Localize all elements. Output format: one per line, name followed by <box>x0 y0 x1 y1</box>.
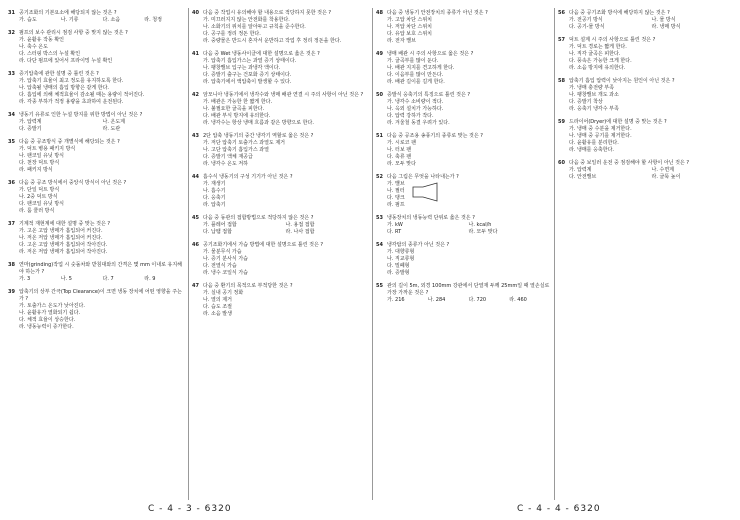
answer-option: 다. 이음부를 많이 만든다. <box>387 72 444 78</box>
answer-option: 나. 흡수기 <box>203 188 226 194</box>
answer-option: 라. 배관 길이를 길게 한다. <box>387 79 445 85</box>
question-item <box>8 71 186 106</box>
exam-column-1 <box>8 10 186 337</box>
question-stem <box>376 92 550 99</box>
column-divider <box>554 8 555 500</box>
question-item <box>192 242 368 277</box>
question-number: 34 <box>8 112 15 118</box>
answer-options <box>387 99 550 127</box>
answer-option: 가. 압축기 흡입가스는 과열 증기 상태이다. <box>203 58 297 64</box>
question-text: 압축기의 상부 간극(Top Clearance)이 크면 냉동 장치에 어떤 영향을 주는가 ? <box>19 289 182 302</box>
question-item <box>376 10 550 45</box>
answer-options <box>203 290 368 318</box>
question-stem <box>8 10 186 17</box>
question-stem <box>192 51 368 58</box>
answer-option: 나. 윤활유가 열화되기 쉽다. <box>19 310 81 316</box>
question-number: 40 <box>192 10 199 16</box>
answer-option: 다. 공기-물 방식 <box>569 24 605 30</box>
answer-option: 다. 풍속은 가능한 크게 한다. <box>569 58 632 64</box>
question-text: 다음 중 동관의 접합방법으로 적당하지 않은 것은 ? <box>203 215 314 221</box>
answer-option: 다. 증발기 착상 <box>569 99 603 105</box>
answer-option: 다. 증발기 출구는 건포화 증기 상태이다. <box>203 72 292 78</box>
answer-option: 가. 시로코 팬 <box>387 140 416 146</box>
question-stem <box>558 119 734 126</box>
question-item <box>376 174 550 209</box>
page-code-left: C - 4 - 3 - 6320 <box>148 504 232 514</box>
question-number: 51 <box>376 133 383 139</box>
answer-options <box>387 140 550 168</box>
answer-option: 다. 밀폐형 <box>387 263 410 269</box>
answer-options <box>387 17 550 45</box>
answer-option: 다. 압력 강하가 작다. <box>387 113 434 119</box>
question-number: 54 <box>376 242 383 248</box>
question-stem <box>8 71 186 78</box>
answer-option: 나. 5 <box>60 276 72 282</box>
question-item <box>8 289 186 331</box>
answer-option: 가. 고온 고압 냉매가 흡입되어 커진다. <box>19 228 103 234</box>
answer-option: 다. 응축기 <box>203 195 226 201</box>
question-stem <box>376 10 550 17</box>
question-stem <box>376 283 550 297</box>
answer-option: 가. 전공기 방식 <box>569 17 603 23</box>
question-stem <box>376 133 550 140</box>
question-text: 공기조화의 기본요소에 해당되지 않는 것은 ? <box>19 10 117 16</box>
question-stem <box>558 10 734 17</box>
answer-option: 나. 팬코일 유닛 방식 <box>19 153 64 159</box>
question-item <box>376 215 550 236</box>
column-divider <box>372 8 373 500</box>
answer-option: 나. 기류 <box>60 17 79 23</box>
question-item <box>376 133 550 168</box>
question-text: 관의 길이 5m, 외경 100mm 강관에서 단열재 두께 25mm일 때 열손실로 가장 가까운 것은 ? <box>387 283 550 296</box>
answer-option: 나. 온도계 <box>102 119 125 125</box>
question-number: 36 <box>8 180 15 186</box>
answer-option: 가. 압력계 <box>569 167 592 173</box>
question-stem <box>192 92 368 99</box>
question-text: 기계적 재현계에 대한 설명 중 맞는 것은 ? <box>19 221 111 227</box>
answer-option: 라. 모두 맞다 <box>387 161 416 167</box>
question-stem <box>376 51 550 58</box>
answer-option: 가. 재생기 <box>203 181 226 187</box>
answer-option: 라. 압축기 <box>203 202 226 208</box>
answer-option: 다. 흡입에 의해 체적효율이 감소될 때는 용량이 적어진다. <box>19 92 145 98</box>
answer-option: 라. 냉매 방식 <box>651 24 681 30</box>
question-stem <box>376 215 550 222</box>
question-text: 다음 중 보일러 운전 중 점검해야 할 사항이 아닌 것은 ? <box>569 160 689 166</box>
question-stem <box>8 221 186 228</box>
answer-option: 나. 배관 지지를 견고하게 한다. <box>387 65 455 71</box>
question-number: 47 <box>192 283 199 289</box>
question-item <box>8 262 186 283</box>
question-item <box>376 92 550 127</box>
answer-option: 나. 소화기의 위치를 알아두고 규칙을 준수한다. <box>203 24 306 30</box>
answer-option: 다. 안전밸브 <box>569 174 597 180</box>
question-item <box>192 174 368 209</box>
answer-option: 가. 토출가스 온도가 낮아진다. <box>19 303 85 309</box>
question-item <box>192 215 368 236</box>
question-number: 43 <box>192 133 199 139</box>
answer-option: 라. 냉각수는 항상 냉매 흐름과 같은 방향으로 한다. <box>203 120 314 126</box>
answer-option: 가. 밸브 <box>387 181 405 187</box>
answer-options <box>19 37 186 65</box>
question-text: 흡수식 냉동기의 구성 기기가 아닌 것은 ? <box>203 174 293 180</box>
question-text: 연마(grinding)작업 시 숫돌차와 받침대와의 간격은 몇 mm 이내로 유지해야 하는가 ? <box>19 262 182 275</box>
question-text: 2단 압축 냉동기의 중간 냉각기 역할로 옳은 것은 ? <box>203 133 314 139</box>
answer-option: 가. 냉매 중 수분을 제거한다. <box>569 126 632 132</box>
answer-option: 나. 냉매 중 공기를 제거한다. <box>569 133 632 139</box>
answer-option: 라. 소음 방지에 유의한다. <box>569 65 626 71</box>
question-stem <box>192 242 368 249</box>
answer-options <box>569 44 734 72</box>
question-text: 증발식 응축기의 특징으로 틀린 것은 ? <box>387 92 471 98</box>
answer-options <box>19 17 186 24</box>
answer-option: 라. 냉동능력이 증가한다. <box>19 324 74 330</box>
answer-options <box>569 85 734 113</box>
answer-option: 가. 실내 공기 정화 <box>203 290 244 296</box>
answer-options <box>203 222 368 236</box>
answer-option: 가. 플레어 접합 <box>203 222 237 228</box>
question-number: 52 <box>376 174 383 180</box>
exam-column-2 <box>192 10 368 324</box>
question-number: 39 <box>8 289 15 295</box>
question-number: 32 <box>8 30 15 36</box>
question-item <box>558 160 734 181</box>
question-text: 냉동기 유류로 인한 누설 방지를 위한 방법이 아닌 것은 ? <box>19 112 143 118</box>
question-item <box>558 37 734 72</box>
answer-option: 다. 축류 팬 <box>387 154 412 160</box>
question-stem <box>192 133 368 140</box>
question-item <box>558 78 734 113</box>
question-stem <box>8 139 186 146</box>
answer-option: 라. 증발형 <box>387 270 410 276</box>
answer-option: 나. 열의 제거 <box>203 297 232 303</box>
answer-option: 다. 탱크 <box>387 195 405 201</box>
question-text: 다음 중 작업시 유의해야 할 내용으로 적당하지 못한 것은 ? <box>203 10 332 16</box>
column-divider <box>188 8 189 500</box>
answer-option: 가. kW <box>387 222 403 228</box>
question-item <box>192 10 368 45</box>
answer-options <box>19 146 186 174</box>
answer-options <box>19 78 186 106</box>
answer-option: 라. 소음 발생 <box>203 311 232 317</box>
question-text: 암모니아 냉동기에서 냉각수와 냉매 배관 연결 시 주의 사항이 아닌 것은 ? <box>203 92 364 98</box>
fitting-symbol-figure <box>411 181 445 203</box>
answer-option: 나. 2중 덕트 방식 <box>19 194 58 200</box>
question-text: 다음 그림은 무엇을 나타내는가 ? <box>387 174 459 180</box>
question-stem <box>192 10 368 17</box>
answer-options <box>203 249 368 277</box>
question-item <box>192 283 368 318</box>
answer-option: 라. 다단 펌프에 있어서 프라이밍 누설 확인 <box>19 58 113 64</box>
answer-option: 나. 물 방식 <box>651 17 676 23</box>
answer-option: 나. 팽창밸브 입구는 과냉각 액이다. <box>203 65 281 71</box>
question-stem <box>8 112 186 119</box>
answer-option: 가. 습도 <box>19 17 37 23</box>
question-text: 덕트 설계 시 주의 사항으로 틀린 것은 ? <box>569 37 656 43</box>
question-number: 44 <box>192 174 199 180</box>
answer-option: 라. 압축기에서 액압축이 발생할 수 있다. <box>203 79 292 85</box>
question-text: 다음 중 공기조화 방식에 해당하지 않는 것은 ? <box>569 10 670 16</box>
question-item <box>376 242 550 277</box>
answer-options <box>569 126 734 154</box>
answer-option: 라. 9 <box>144 276 156 282</box>
answer-option: 나. 저압 차단 스위치 <box>387 24 432 30</box>
question-text: 다음 중 환기의 목적으로 부적당한 것은 ? <box>203 283 293 289</box>
question-item <box>558 10 734 31</box>
answer-option: 다. 유압 보호 스위치 <box>387 31 432 37</box>
question-text: 다음 중 공조 방식에서 중앙식 방식이 아닌 것은 ? <box>19 180 127 186</box>
answer-option: 나. 저온 저압 냉매가 흡입되어 커진다. <box>19 235 103 241</box>
question-number: 46 <box>192 242 199 248</box>
answer-option: 나. 직각 굴곡은 피한다. <box>569 51 621 57</box>
answer-option: 다. 소음 <box>102 17 121 23</box>
answer-options <box>203 17 368 45</box>
answer-option: 가. 고압 차단 스위치 <box>387 17 432 23</box>
answer-option: 가. 3 <box>19 276 31 282</box>
question-item <box>8 30 186 65</box>
question-number: 41 <box>192 51 199 57</box>
question-text: 다음 중 Wet 냉동사이클에 대한 설명으로 옳은 것은 ? <box>203 51 320 57</box>
answer-options <box>387 222 550 236</box>
answer-options <box>203 99 368 127</box>
answer-option: 라. 냉수 코일식 가습 <box>203 270 248 276</box>
question-item <box>8 139 186 174</box>
answer-option: 라. 도관 <box>102 126 121 132</box>
question-text: 냉동장치의 냉동능력 단위로 옳은 것은 ? <box>387 215 475 221</box>
question-stem <box>8 30 186 37</box>
answer-options <box>19 119 186 133</box>
answer-option: 라. 룸 쿨러 방식 <box>19 208 55 214</box>
answer-option: 나. 터보 팬 <box>387 147 412 153</box>
answer-option: 가. 단일 덕트 방식 <box>19 187 60 193</box>
answer-options <box>387 181 550 209</box>
answer-option: 라. 겨울철 동결 우려가 있다. <box>387 120 450 126</box>
answer-option: 라. 저온 저압 냉매가 흡입되어 작아진다. <box>19 249 108 255</box>
answer-options <box>19 187 186 215</box>
exam-column-4 <box>558 10 734 187</box>
question-item <box>8 180 186 215</box>
question-number: 60 <box>558 160 565 166</box>
question-item <box>8 112 186 133</box>
question-stem <box>558 78 734 85</box>
page-code-right: C - 4 - 4 - 6320 <box>517 504 601 514</box>
question-stem <box>8 180 186 187</box>
answer-option: 가. 냉매 충전량 부족 <box>569 85 614 91</box>
question-number: 45 <box>192 215 199 221</box>
question-item <box>192 133 368 168</box>
question-stem <box>192 215 368 222</box>
answer-option: 다. 720 <box>468 297 487 303</box>
answer-option: 다. 배관 부식 방지에 유의한다. <box>203 113 271 119</box>
question-text: 다음 중 공조방식 중 개별식에 해당되는 것은 ? <box>19 139 120 145</box>
question-number: 50 <box>376 92 383 98</box>
question-item <box>192 92 368 127</box>
question-number: 31 <box>8 10 15 16</box>
answer-option: 다. 체적 효율이 상승한다. <box>19 317 76 323</box>
answer-option: 다. 증발기 <box>19 126 42 132</box>
question-item <box>192 51 368 86</box>
answer-options <box>19 303 186 331</box>
question-item <box>558 119 734 154</box>
answer-option: 라. 모두 맞다 <box>468 229 498 235</box>
answer-option: 라. 펌프 <box>387 202 405 208</box>
question-number: 38 <box>8 262 15 268</box>
question-item <box>8 10 186 24</box>
question-text: 증기압축에 관한 설명 중 틀린 것은 ? <box>19 71 99 77</box>
question-number: 56 <box>558 10 565 16</box>
question-text: 압축기 흡입 압력이 낮아지는 원인이 아닌 것은 ? <box>569 78 675 84</box>
answer-option: 라. 청정 <box>144 17 162 23</box>
answer-option: 나. 고단 압축기 흡입가스 과열 <box>203 147 269 153</box>
answer-options <box>387 58 550 86</box>
answer-options <box>203 58 368 86</box>
answer-option: 라. 냉각수 온도 저하 <box>203 161 248 167</box>
question-item <box>8 221 186 256</box>
answer-option: 가. 윤활유 작동 확인 <box>19 37 64 43</box>
question-number: 35 <box>8 139 15 145</box>
question-number: 37 <box>8 221 15 227</box>
answer-option: 나. 284 <box>427 297 446 303</box>
answer-option: 라. 패키지 방식 <box>19 167 53 173</box>
answer-option: 가. 덕트 병용 패키지 방식 <box>19 146 76 152</box>
question-stem <box>558 160 734 167</box>
question-number: 58 <box>558 78 565 84</box>
answer-option: 다. 스터핑 박스의 누설 확인 <box>19 51 81 57</box>
answer-option: 라. 굴뚝 높이 <box>651 174 681 180</box>
question-item <box>376 283 550 304</box>
answer-options <box>569 167 734 181</box>
answer-option: 다. 공구를 정리 정돈 한다. <box>203 31 261 37</box>
answer-option: 나. 압축될 냉매의 흡입 방향은 같게 한다. <box>19 85 109 91</box>
answer-option: 라. 각종 부하가 적정 용량을 초과하여 운전된다. <box>19 99 124 105</box>
answer-options <box>19 228 186 256</box>
question-number: 42 <box>192 92 199 98</box>
question-item <box>376 51 550 86</box>
exam-column-3 <box>376 10 550 310</box>
answer-option: 가. 굴곡부를 많이 둔다. <box>387 58 439 64</box>
question-text: 드라이어(Dryer)에 대한 설명 중 맞는 것은 ? <box>569 119 667 125</box>
answer-option: 가. 냉각수 소비량이 적다. <box>387 99 444 105</box>
question-stem <box>8 289 186 303</box>
answer-option: 라. 460 <box>509 297 527 303</box>
answer-option: 다. 납땜 접합 <box>203 229 232 235</box>
answer-option: 나. 증기 분사식 가습 <box>203 256 248 262</box>
question-stem <box>558 37 734 44</box>
answer-option: 다. 습도 조절 <box>203 304 232 310</box>
question-stem <box>192 283 368 290</box>
answer-option: 가. 대향류형 <box>387 249 415 255</box>
answer-option: 라. 전자 밸브 <box>387 38 416 44</box>
answer-option: 라. 냉매를 응축한다. <box>569 147 614 153</box>
question-stem <box>376 174 550 181</box>
answer-option: 가. 저단 압축기 토출가스 과열도 제거 <box>203 140 285 146</box>
answer-option: 가. 216 <box>387 297 405 303</box>
answer-options <box>203 181 368 209</box>
question-stem <box>376 242 550 249</box>
question-text: 다음 중 냉동기 안전장치의 종류가 아닌 것은 ? <box>387 10 488 16</box>
question-text: 공기조화기에서 가습 방법에 대한 설명으로 틀린 것은 ? <box>203 242 324 248</box>
answer-option: 다. 증발기 액체 재공급 <box>203 154 253 160</box>
answer-options <box>387 249 550 277</box>
answer-option: 가. 물분무식 가습 <box>203 249 242 255</box>
answer-option: 다. 천장 덕트 방식 <box>19 160 60 166</box>
question-number: 53 <box>376 215 383 221</box>
answer-option: 나. 수면계 <box>651 167 674 173</box>
answer-option: 나. 불필요한 굴곡을 피한다. <box>203 106 265 112</box>
question-number: 48 <box>376 10 383 16</box>
question-number: 33 <box>8 71 15 77</box>
answer-options <box>203 140 368 168</box>
answer-option: 나. 축수 온도 <box>19 44 48 50</box>
answer-option: 라. 응축기 냉각수 부족 <box>569 106 619 112</box>
answer-option: 가. 덕트 경로는 짧게 한다. <box>569 44 627 50</box>
answer-option: 다. 고온 고압 냉매가 흡입되어 작아진다. <box>19 242 108 248</box>
question-stem <box>192 174 368 181</box>
answer-option: 다. 전열식 가습 <box>203 263 237 269</box>
answer-options <box>387 297 550 304</box>
answer-option: 라. 중량물은 반드시 혼자서 운반하고 작업 후 정리 정돈을 한다. <box>203 38 342 44</box>
question-text: 펌프의 보수 관리시 점검 사항 중 맞지 않는 것은 ? <box>19 30 128 36</box>
question-number: 57 <box>558 37 565 43</box>
answer-option: 나. 필터 <box>387 188 405 194</box>
question-stem <box>8 262 186 276</box>
answer-option: 가. 압력계 <box>19 119 42 125</box>
answer-option: 라. 나사 접합 <box>285 229 315 235</box>
answer-option: 나. kcal/h <box>468 222 492 228</box>
answer-option: 가. 배관은 가능한 한 짧게 한다. <box>203 99 273 105</box>
answer-option: 다. 7 <box>102 276 114 282</box>
answer-option: 다. 팬코일 유닛 방식 <box>19 201 64 207</box>
answer-option: 나. 직교류형 <box>387 256 415 262</box>
answer-option: 나. 용접 접합 <box>285 222 315 228</box>
answer-option: 나. 옥외 설치가 가능하다. <box>387 106 444 112</box>
question-text: 냉각탑의 종류가 아닌 것은 ? <box>387 242 450 248</box>
question-number: 55 <box>376 283 383 289</box>
answer-option: 다. RT <box>387 229 402 235</box>
answer-options <box>569 17 734 31</box>
question-text: 다음 중 공조용 송풍기의 종류로 맞는 것은 ? <box>387 133 483 139</box>
question-number: 59 <box>558 119 565 125</box>
question-text: 냉매 배관 시 주의 사항으로 옳은 것은 ? <box>387 51 474 57</box>
answer-options <box>19 276 186 283</box>
answer-option: 가. 미끄러지지 않는 안전화를 착용한다. <box>203 17 290 23</box>
answer-option: 가. 압축기 효율이 최고 정도를 유지하도록 한다. <box>19 78 124 84</box>
answer-option: 다. 윤활유를 분리한다. <box>569 140 619 146</box>
question-number: 49 <box>376 51 383 57</box>
answer-option: 나. 팽창밸브 개도 과소 <box>569 92 619 98</box>
